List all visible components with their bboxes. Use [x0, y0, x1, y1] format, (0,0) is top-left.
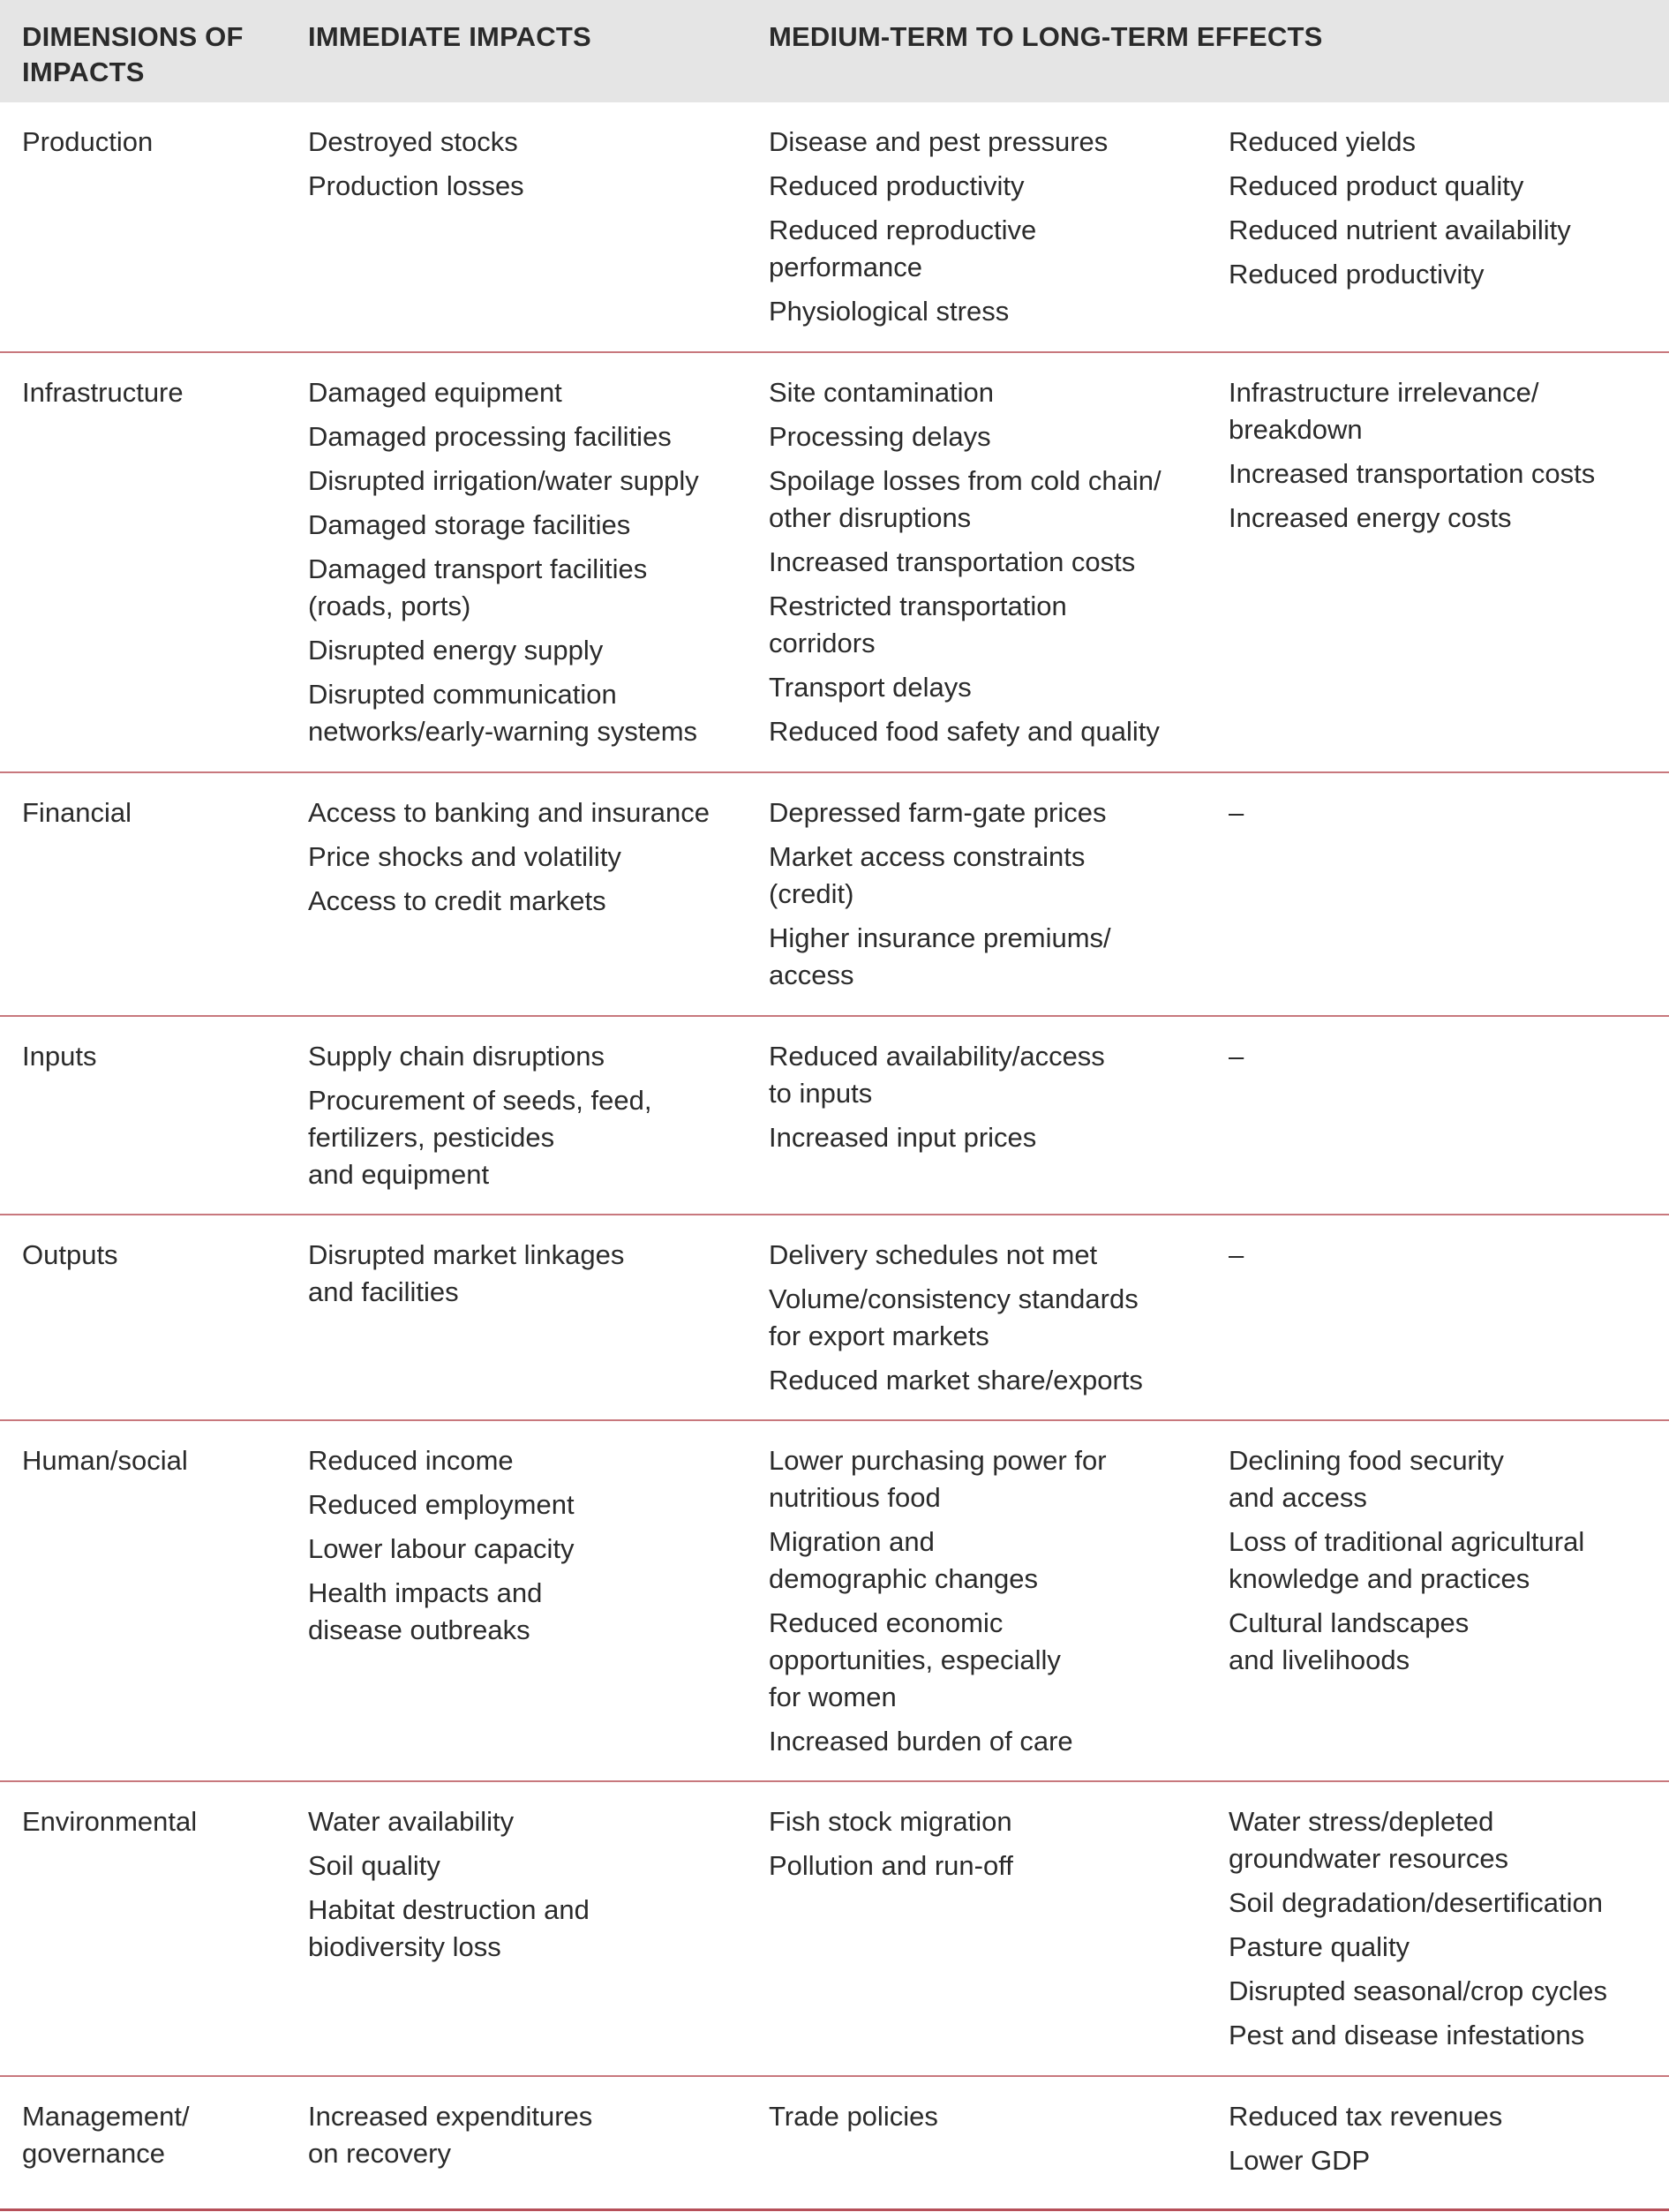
impact-item: Reduced market share/exports [769, 1365, 1143, 1396]
impact-item: – [1229, 1041, 1244, 1072]
table-row [0, 102, 1669, 353]
header-medium-long-term-effects: MEDIUM-TERM TO LONG-TERM EFFECTS [769, 21, 1323, 52]
impact-item: Production losses [308, 170, 524, 201]
impact-item: Pasture quality [1229, 1931, 1410, 1962]
table-row [0, 773, 1669, 1017]
table-row [0, 1421, 1669, 1782]
impact-item: Delivery schedules not met [769, 1239, 1098, 1270]
dimension-label: Environmental [22, 1806, 198, 1837]
impact-item: Restricted transportation corridors [769, 591, 1067, 658]
medium-term-effects-cell [769, 374, 1210, 757]
long-term-effects-cell [1229, 794, 1665, 839]
impact-item: Increased transportation costs [1229, 458, 1596, 489]
impact-item: Higher insurance premiums/ access [769, 922, 1111, 990]
impact-item: Loss of traditional agricultural knowledge and practices [1229, 1526, 1585, 1594]
impact-item: Depressed farm-gate prices [769, 797, 1107, 828]
impact-item: Soil degradation/desertification [1229, 1887, 1603, 1918]
medium-term-effects-cell [769, 1237, 1210, 1406]
impact-item: Pollution and run-off [769, 1850, 1013, 1881]
impact-item: Reduced economic opportunities, especially for women [769, 1607, 1061, 1712]
long-term-effects-cell [1229, 1442, 1665, 1686]
medium-term-effects-cell [769, 124, 1210, 337]
dimension-label: Human/social [22, 1445, 188, 1476]
impact-item: Reduced availability/access to inputs [769, 1041, 1105, 1109]
impact-item: Habitat destruction and biodiversity loss [308, 1894, 590, 1962]
impact-item: Disrupted seasonal/crop cycles [1229, 1975, 1608, 2006]
medium-term-effects-cell [769, 1803, 1210, 1892]
long-term-effects-cell [1229, 124, 1665, 300]
table-row [0, 1017, 1669, 1215]
impact-item: Cultural landscapes and livelihoods [1229, 1607, 1470, 1675]
dimension-label: Management/ governance [22, 2101, 190, 2169]
impact-item: Pest and disease infestations [1229, 2020, 1585, 2050]
impact-item: Lower purchasing power for nutritious food [769, 1445, 1107, 1513]
impact-item: Reduced income [308, 1445, 514, 1476]
impact-item: Reduced food safety and quality [769, 716, 1160, 747]
table-row [0, 2077, 1669, 2211]
impact-item: Access to banking and insurance [308, 797, 710, 828]
immediate-impacts-cell [308, 2098, 749, 2179]
impact-item: Processing delays [769, 421, 991, 452]
immediate-impacts-cell [308, 794, 749, 927]
impact-item: Increased burden of care [769, 1726, 1073, 1757]
impact-item: Access to credit markets [308, 885, 606, 916]
impact-item: Reduced productivity [769, 170, 1025, 201]
impact-item: Declining food security and access [1229, 1445, 1504, 1513]
impact-item: Water availability [308, 1806, 515, 1837]
impact-item: Increased expenditures on recovery [308, 2101, 593, 2169]
header-dimensions: DIMENSIONS OF IMPACTS [22, 21, 244, 87]
dimension-label: Outputs [22, 1239, 118, 1270]
impact-item: Migration and demographic changes [769, 1526, 1039, 1594]
impact-item: Health impacts and disease outbreaks [308, 1577, 543, 1645]
impact-item: Reduced productivity [1229, 259, 1485, 290]
immediate-impacts-cell [308, 374, 749, 757]
long-term-effects-cell [1229, 1038, 1665, 1082]
impact-item: Infrastructure irrelevance/ breakdown [1229, 377, 1539, 445]
immediate-impacts-cell [308, 1038, 749, 1200]
impact-item: Damaged storage facilities [308, 509, 631, 540]
immediate-impacts-cell [308, 1442, 749, 1656]
long-term-effects-cell [1229, 1237, 1665, 1281]
impact-item: Reduced tax revenues [1229, 2101, 1503, 2132]
medium-term-effects-cell [769, 1442, 1210, 1767]
long-term-effects-cell [1229, 374, 1665, 544]
impact-item: Lower labour capacity [308, 1533, 575, 1564]
impact-item: – [1229, 797, 1244, 828]
impact-item: Reduced reproductive performance [769, 214, 1037, 282]
impact-item: Supply chain disruptions [308, 1041, 605, 1072]
impact-item: Fish stock migration [769, 1806, 1012, 1837]
table-row [0, 1215, 1669, 1421]
impact-item: Reduced product quality [1229, 170, 1524, 201]
impact-item: Lower GDP [1229, 2145, 1371, 2176]
impact-item: Disrupted irrigation/water supply [308, 465, 699, 496]
impact-item: Volume/consistency standards for export markets [769, 1283, 1139, 1351]
impact-item: – [1229, 1239, 1244, 1270]
impact-item: Market access constraints (credit) [769, 841, 1086, 909]
table-body [0, 102, 1669, 2211]
medium-term-effects-cell [769, 1038, 1210, 1163]
impact-item: Increased input prices [769, 1122, 1037, 1153]
impact-item: Reduced employment [308, 1489, 575, 1520]
medium-term-effects-cell [769, 794, 1210, 1001]
dimension-label: Financial [22, 797, 132, 828]
impact-item: Transport delays [769, 672, 972, 703]
impact-item: Water stress/depleted groundwater resources [1229, 1806, 1509, 1874]
impact-item: Soil quality [308, 1850, 440, 1881]
impact-item: Disrupted energy supply [308, 635, 604, 666]
long-term-effects-cell [1229, 2098, 1665, 2186]
immediate-impacts-cell [308, 1237, 749, 1318]
impact-item: Damaged processing facilities [308, 421, 672, 452]
impact-item: Procurement of seeds, feed, fertilizers, pesticides and equipment [308, 1085, 652, 1190]
medium-term-effects-cell [769, 2098, 1210, 2142]
table-row [0, 1782, 1669, 2077]
impact-item: Reduced nutrient availability [1229, 214, 1571, 245]
impact-item: Trade policies [769, 2101, 938, 2132]
long-term-effects-cell [1229, 1803, 1665, 2061]
impact-item: Spoilage losses from cold chain/ other disruptions [769, 465, 1162, 533]
impact-item: Reduced yields [1229, 126, 1416, 157]
impact-item: Site contamination [769, 377, 995, 408]
impact-item: Physiological stress [769, 296, 1010, 327]
table-header [0, 0, 1669, 102]
immediate-impacts-cell [308, 1803, 749, 1973]
header-immediate-impacts: IMMEDIATE IMPACTS [308, 21, 591, 52]
impact-item: Increased energy costs [1229, 502, 1512, 533]
impact-item: Destroyed stocks [308, 126, 518, 157]
dimension-label: Production [22, 126, 154, 157]
impact-item: Disease and pest pressures [769, 126, 1109, 157]
dimension-label: Infrastructure [22, 377, 184, 408]
impact-item: Damaged transport facilities (roads, ports) [308, 553, 648, 621]
impact-item: Damaged equipment [308, 377, 562, 408]
impact-item: Price shocks and volatility [308, 841, 621, 872]
impact-item: Disrupted communication networks/early-warning systems [308, 679, 698, 747]
dimension-label: Inputs [22, 1041, 97, 1072]
immediate-impacts-cell [308, 124, 749, 212]
impact-item: Disrupted market linkages and facilities [308, 1239, 625, 1307]
table-row [0, 353, 1669, 773]
impact-item: Increased transportation costs [769, 546, 1136, 577]
